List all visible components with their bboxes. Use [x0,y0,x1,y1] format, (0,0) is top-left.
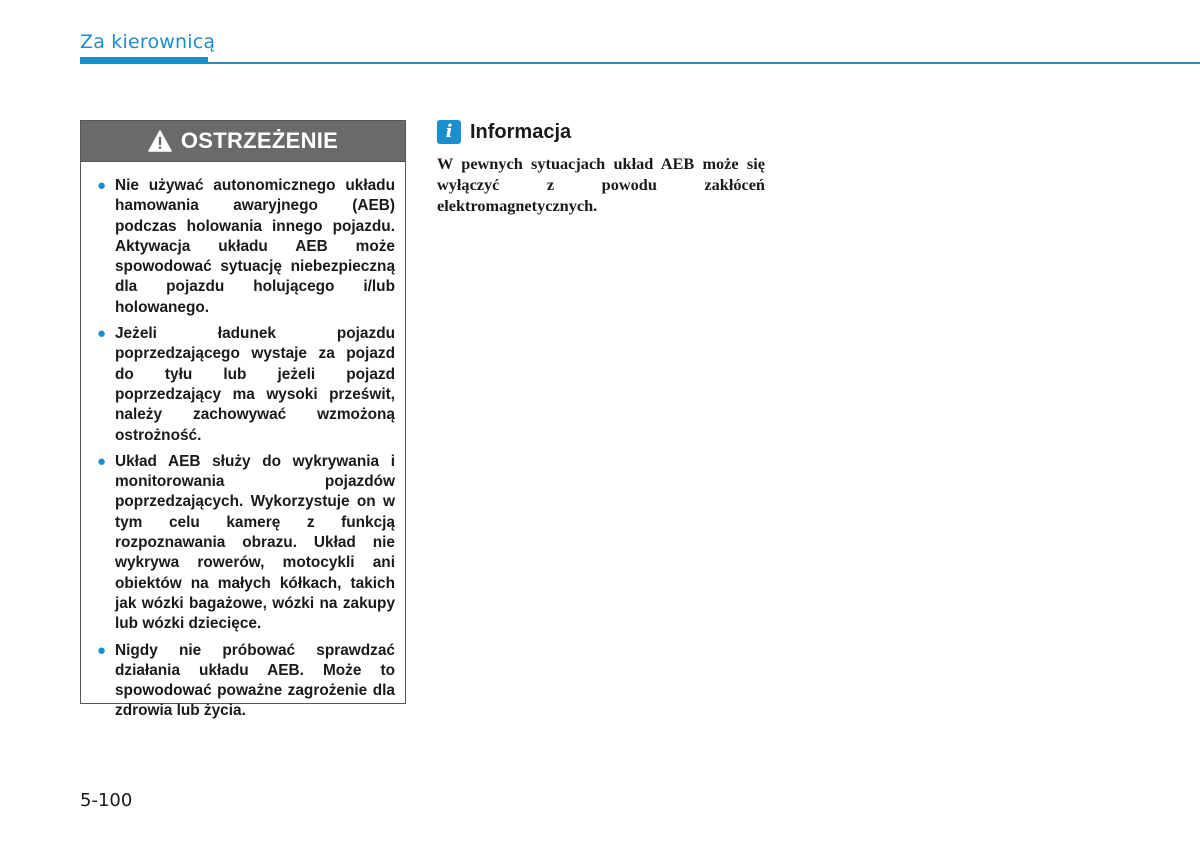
info-icon: i [437,120,461,144]
bullet-icon: ● [97,325,107,343]
bullet-icon: ● [97,177,107,194]
info-block [437,118,765,216]
bullet-icon: ● [97,641,107,659]
info-text: W pewnych sytuacjach układ AEB może się wyłączyć z powodu zakłóceń elektromagnetycznych. [437,154,765,215]
page-number: 5-100 [80,790,133,811]
warning-box [80,120,406,720]
warning-list [81,162,405,722]
warning-item: ● Nie używać autonomicznego układu hamowania awaryjnego (AEB) podczas holowania innego pojazdu. Aktywacja układu AEB może spowodować sytuację niebezpieczną dla pojazdu holującego i/lub holowanego. [97,177,395,316]
warning-item: ● Układ AEB służy do wykrywania i monitorowania pojazdów poprzedzających. Wykorzystuje on w tym celu kamerę z funkcją rozpoznawania obrazu. Układ nie wykrywa rowerów, motocykli ani obiektów na małych kółkach, takich jak wózki bagażowe, wózki na zakupy lub wózki dziecięce. [97,452,395,633]
info-header [437,118,765,146]
warning-item: ● Nigdy nie próbować sprawdzać działania układu AEB. Może to spowodować poważne zagrożenie dla zdrowia lub życia. [97,641,395,720]
info-title: Informacja [470,120,572,143]
warning-title: OSTRZEŻENIE [180,128,339,153]
bullet-icon: ● [97,452,107,470]
header-rule [80,62,1200,64]
warning-item: ● Jeżeli ładunek pojazdu poprzedzającego wystaje za pojazd do tyłu lub jeżeli pojazd poprzedzający ma wysoki prześwit, należy zachowywać wzmożoną ostrożność. [97,325,395,444]
warning-header [81,121,405,162]
section-title: Za kierownicą [80,31,216,53]
warning-triangle-icon [148,130,172,152]
